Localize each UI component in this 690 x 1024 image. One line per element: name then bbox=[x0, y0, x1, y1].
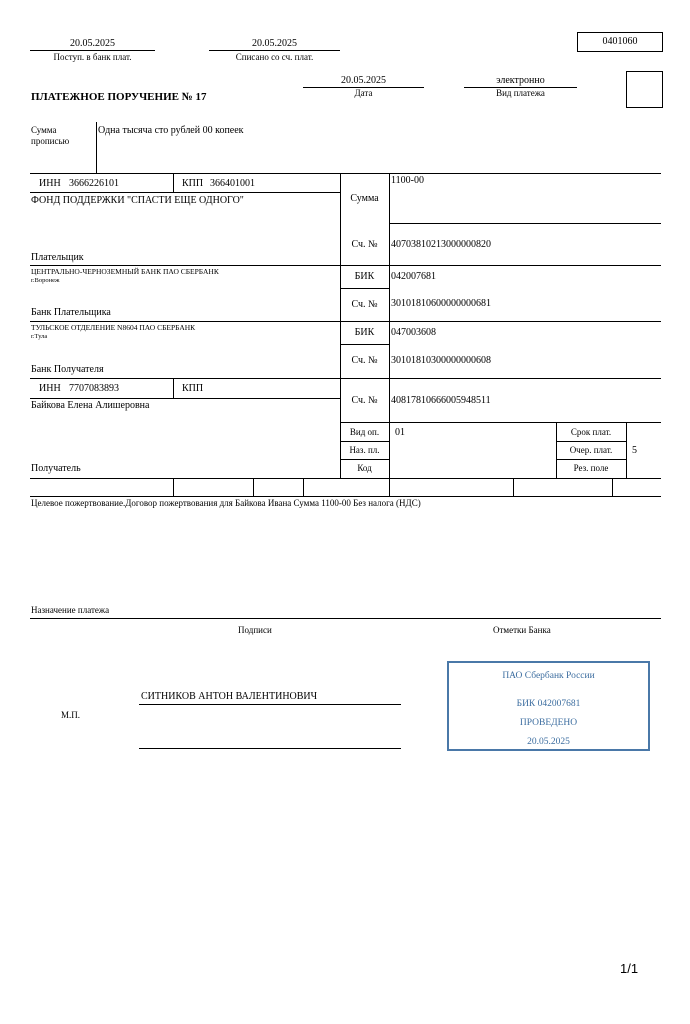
received-date: 20.05.2025 bbox=[70, 38, 115, 49]
payee-bik-label: БИК bbox=[354, 327, 375, 338]
received-label: Поступ. в банк плат. bbox=[53, 52, 132, 62]
payee-label: Получатель bbox=[31, 463, 81, 474]
signature-line-2 bbox=[139, 748, 401, 749]
stamp-status: ПРОВЕДЕНО bbox=[519, 718, 578, 728]
purpose-label: Назначение платежа bbox=[31, 605, 110, 615]
page-number: 1/1 bbox=[620, 961, 639, 976]
mp-label: М.П. bbox=[61, 710, 81, 720]
payer-bank-account: 30101810600000000681 bbox=[391, 298, 491, 309]
document-title: ПЛАТЕЖНОЕ ПОРУЧЕНИЕ № 17 bbox=[31, 91, 207, 103]
payer-name: ФОНД ПОДДЕРЖКИ "СПАСТИ ЕЩЕ ОДНОГО" bbox=[31, 195, 244, 206]
debited-date-line bbox=[209, 50, 340, 51]
document-date: 20.05.2025 bbox=[341, 75, 386, 86]
tax-row-bottom-line bbox=[30, 496, 661, 497]
payer-bank-city: г.Воронеж bbox=[31, 277, 60, 284]
payee-name: Байкова Елена Алишеровна bbox=[31, 400, 150, 411]
tax-vline-4 bbox=[389, 478, 390, 496]
payment-type-label: Вид платежа bbox=[496, 88, 545, 98]
received-date-line bbox=[30, 50, 155, 51]
signatures-label: Подписи bbox=[238, 625, 272, 635]
ocher-bottom-line bbox=[556, 459, 626, 460]
vid-op-value: 01 bbox=[395, 427, 405, 438]
payer-kpp-label: КПП bbox=[182, 178, 204, 189]
payee-kpp-label: КПП bbox=[182, 383, 204, 394]
debited-label: Списано со сч. плат. bbox=[235, 52, 314, 62]
naz-pl-label: Наз. пл. bbox=[349, 445, 380, 455]
ocher-label: Очер. плат. bbox=[569, 445, 613, 455]
line-after-amount-words bbox=[30, 173, 661, 174]
payee-bank-bottom-line bbox=[30, 378, 661, 379]
ocher-value: 5 bbox=[632, 445, 637, 456]
sum-bottom-line bbox=[389, 223, 661, 224]
payee-inn-line bbox=[30, 398, 340, 399]
srok-label: Срок плат. bbox=[570, 427, 612, 437]
purpose-text: Целевое пожертвование.Договор пожертвования для Байкова Ивана Сумма 1100-00 Без налога (НДС) bbox=[31, 498, 421, 508]
document-date-label: Дата bbox=[354, 88, 373, 98]
payee-bik-bottom-line bbox=[340, 344, 389, 345]
payer-account-bottom-line bbox=[340, 265, 661, 266]
payment-type-value: электронно bbox=[496, 75, 545, 86]
signature-line-1 bbox=[139, 704, 401, 705]
codes-bottom-line bbox=[30, 478, 661, 479]
payee-bank-account-label: Сч. № bbox=[351, 355, 378, 366]
payer-bank-label: Банк Плательщика bbox=[31, 307, 111, 318]
payee-account-label: Сч. № bbox=[351, 395, 378, 406]
tax-vline-1 bbox=[173, 478, 174, 496]
payer-bottom-line bbox=[30, 265, 340, 266]
payer-account: 40703810213000000820 bbox=[391, 239, 491, 250]
signer-name: СИТНИКОВ АНТОН ВАЛЕНТИНОВИЧ bbox=[141, 691, 318, 702]
vid-op-label: Вид оп. bbox=[349, 427, 380, 437]
debited-date: 20.05.2025 bbox=[252, 38, 297, 49]
payer-label: Плательщик bbox=[31, 252, 84, 263]
amount-words-value: Одна тысяча сто рублей 00 копеек bbox=[98, 125, 244, 136]
payer-kpp: 366401001 bbox=[210, 178, 255, 189]
tax-vline-5 bbox=[513, 478, 514, 496]
payee-bik: 047003608 bbox=[391, 327, 436, 338]
form-code: 0401060 bbox=[602, 36, 638, 47]
stamp-bank-name: ПАО Сбербанк России bbox=[502, 671, 595, 681]
payee-account: 40817810666005948511 bbox=[391, 395, 491, 406]
tax-vline-6 bbox=[612, 478, 613, 496]
form-code-box bbox=[577, 32, 663, 52]
payee-inn-label: ИНН bbox=[39, 383, 61, 394]
codes-vline-2 bbox=[626, 422, 627, 478]
rez-label: Рез. поле bbox=[573, 463, 609, 473]
stamp-date: 20.05.2025 bbox=[527, 737, 570, 747]
payee-bank-name: ТУЛЬСКОЕ ОТДЕЛЕНИЕ N8604 ПАО СБЕРБАНК bbox=[31, 323, 196, 332]
payee-account-bottom-line bbox=[340, 422, 661, 423]
payer-inn-line bbox=[30, 192, 340, 193]
sum-label: Сумма bbox=[350, 193, 379, 204]
vid-op-bottom-line bbox=[340, 441, 389, 442]
kod-label: Код bbox=[357, 463, 372, 473]
srok-bottom-line bbox=[556, 441, 626, 442]
payee-inn: 7707083893 bbox=[69, 383, 119, 394]
tax-vline-2 bbox=[253, 478, 254, 496]
payer-bank-account-label: Сч. № bbox=[351, 299, 378, 310]
amount-words-label-2: прописью bbox=[31, 136, 70, 146]
bank-marks-label: Отметки Банка bbox=[493, 625, 551, 635]
payer-inn: 3666226101 bbox=[69, 178, 119, 189]
payee-inn-kpp-divider bbox=[173, 379, 174, 398]
payee-bank-city: г.Тула bbox=[31, 333, 48, 340]
stamp-bik: БИК 042007681 bbox=[516, 699, 581, 709]
bank-stamp bbox=[447, 661, 650, 751]
payer-bik-bottom-line bbox=[340, 288, 389, 289]
payer-inn-kpp-divider bbox=[173, 173, 174, 192]
payer-bank-bottom-line bbox=[30, 321, 661, 322]
payee-bank-label: Банк Получателя bbox=[31, 364, 104, 375]
payer-account-label: Сч. № bbox=[351, 239, 378, 250]
payer-bik-label: БИК bbox=[354, 271, 375, 282]
naz-pl-bottom-line bbox=[340, 459, 389, 460]
payer-bik: 042007681 bbox=[391, 271, 436, 282]
tax-vline-3 bbox=[303, 478, 304, 496]
payer-inn-label: ИНН bbox=[39, 178, 61, 189]
amount-words-label-1: Сумма bbox=[31, 125, 57, 135]
amount-words-divider bbox=[96, 122, 97, 173]
payer-bank-name: ЦЕНТРАЛЬНО-ЧЕРНОЗЕМНЫЙ БАНК ПАО СБЕРБАНК bbox=[31, 267, 219, 276]
sum-value: 1100-00 bbox=[391, 175, 424, 186]
payee-bank-account: 30101810300000000608 bbox=[391, 355, 491, 366]
grid-vline-mid bbox=[389, 173, 390, 478]
corner-box bbox=[626, 71, 663, 108]
purpose-bottom-line bbox=[30, 618, 661, 619]
